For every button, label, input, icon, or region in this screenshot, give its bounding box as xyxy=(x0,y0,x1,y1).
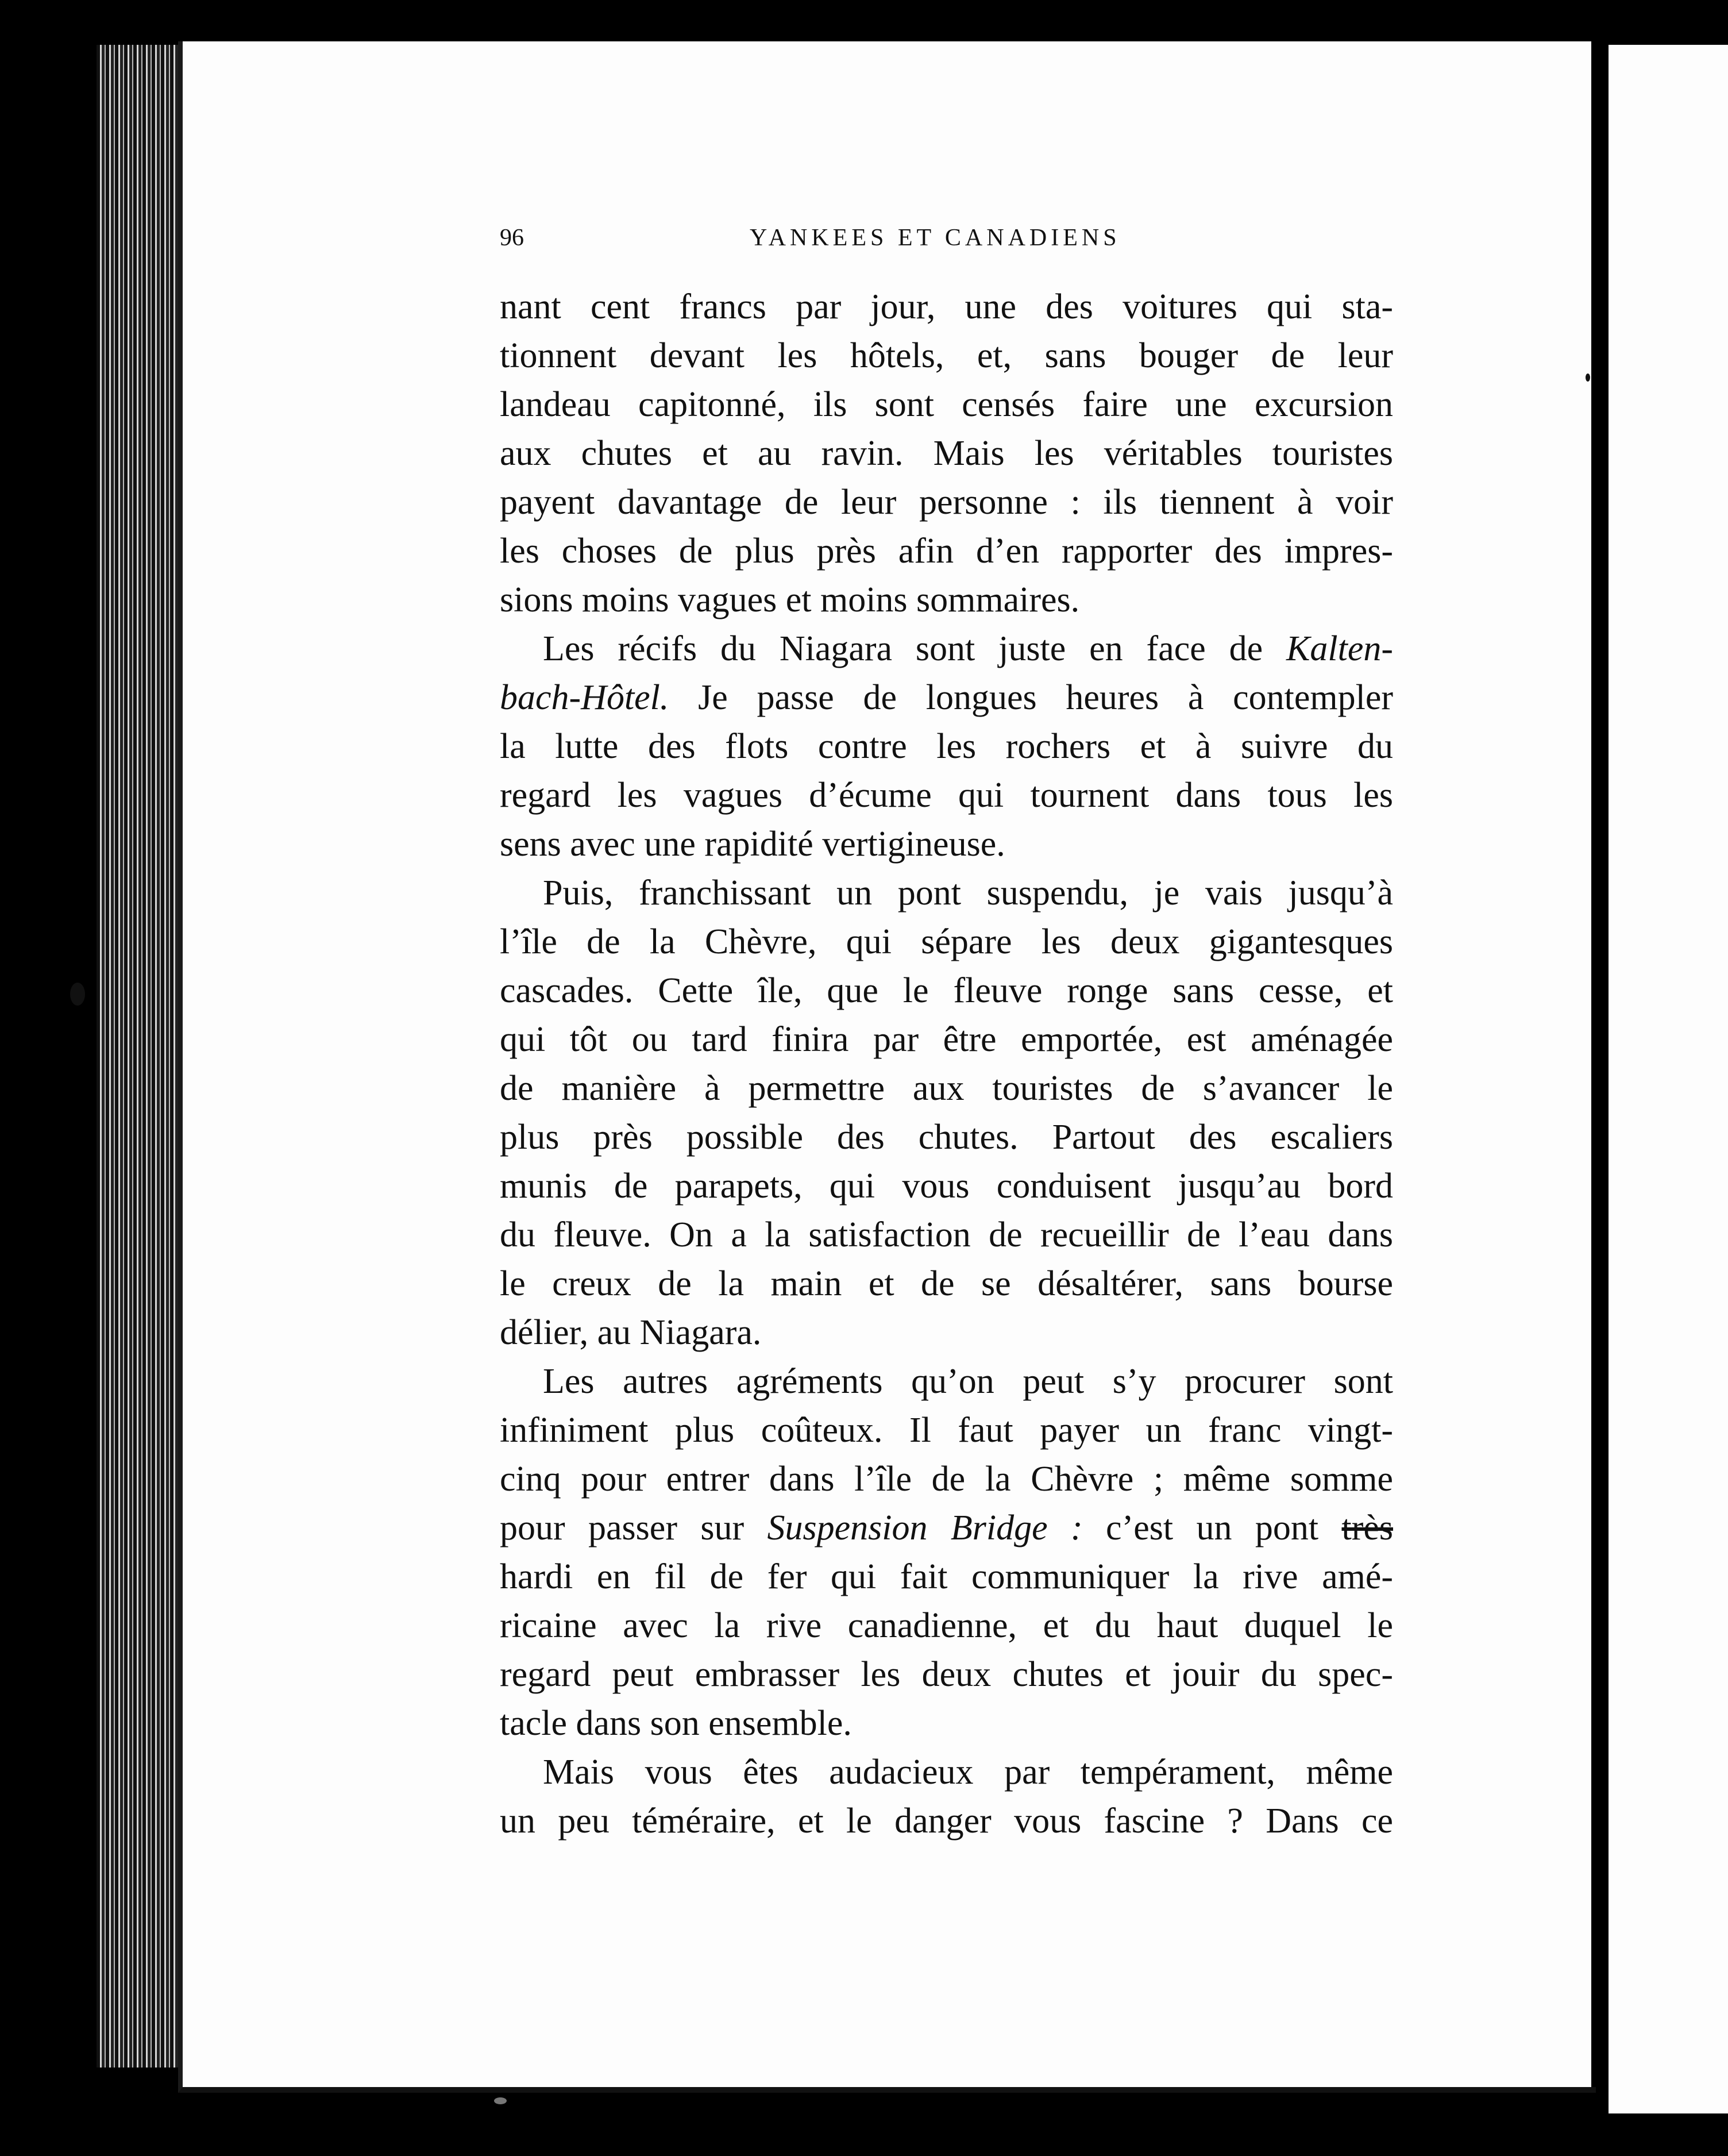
text-line xyxy=(500,1601,1393,1650)
text-span: plus près possible des chutes. Partout des escaliers xyxy=(500,1118,1393,1157)
text-span: Puis, franchissant un pont suspendu, je vais jusqu’à xyxy=(543,873,1393,913)
text-span-italic: bach-Hôtel. xyxy=(500,678,669,717)
text-span: Je passe de longues heures à contempler xyxy=(669,678,1393,717)
text-span: hardi en fil de fer qui fait communiquer la rive amé- xyxy=(500,1557,1393,1596)
text-line xyxy=(500,1308,1393,1357)
text-line xyxy=(500,1113,1393,1162)
text-span: Les récifs du Niagara sont juste en face de xyxy=(543,629,1287,668)
text-line xyxy=(500,673,1393,722)
text-line xyxy=(500,869,1393,918)
facing-page-edge xyxy=(1609,45,1728,2113)
text-span: infiniment plus coûteux. Il faut payer un franc vingt- xyxy=(500,1411,1393,1450)
text-span: regard peut embrasser les deux chutes et jouir du spec- xyxy=(500,1655,1393,1694)
text-span-struck: très xyxy=(1341,1508,1393,1547)
text-line xyxy=(500,1211,1393,1260)
text-line xyxy=(500,1699,1393,1748)
text-span: nant cent francs par jour, une des voitures qui sta- xyxy=(500,287,1393,326)
text-line xyxy=(500,1504,1393,1553)
text-line xyxy=(500,722,1393,771)
text-span: ricaine avec la rive canadienne, et du haut duquel le xyxy=(500,1606,1393,1645)
scan-speck xyxy=(70,983,85,1006)
text-span: aux chutes et au ravin. Mais les véritables touristes xyxy=(500,434,1393,473)
text-span-italic: Suspension Bridge : xyxy=(767,1508,1083,1547)
text-line xyxy=(500,1748,1393,1797)
text-line xyxy=(500,527,1393,576)
text-line xyxy=(500,820,1393,869)
book-page-edges xyxy=(97,45,188,2068)
text-span: cascades. Cette île, que le fleuve ronge sans cesse, et xyxy=(500,971,1393,1010)
text-line xyxy=(500,1064,1393,1113)
text-line xyxy=(500,1015,1393,1064)
running-title: YANKEES ET CANADIENS xyxy=(750,225,1121,251)
text-line xyxy=(500,967,1393,1015)
text-span: landeau capitonné, ils sont censés faire une excursion xyxy=(500,385,1393,424)
text-span: tacle dans son ensemble. xyxy=(500,1704,852,1743)
text-line xyxy=(500,771,1393,820)
page-number: 96 xyxy=(500,225,524,251)
text-line xyxy=(500,332,1393,380)
text-span: qui tôt ou tard finira par être emportée, est aménagée xyxy=(500,1020,1393,1059)
text-line xyxy=(500,1162,1393,1211)
body-text xyxy=(500,283,1393,1846)
text-span: du fleuve. On a la satisfaction de recueillir de l’eau dans xyxy=(500,1215,1393,1254)
text-line xyxy=(500,576,1393,625)
text-span: cinq pour entrer dans l’île de la Chèvre ; même somme xyxy=(500,1460,1393,1499)
text-span: Les autres agréments qu’on peut s’y procurer sont xyxy=(543,1362,1393,1401)
text-span-italic: Kalten- xyxy=(1286,629,1393,668)
text-line xyxy=(500,1797,1393,1846)
text-span: un peu téméraire, et le danger vous fascine ? Dans ce xyxy=(500,1801,1393,1841)
text-span: sions moins vagues et moins sommaires. xyxy=(500,580,1080,619)
text-span: délier, au Niagara. xyxy=(500,1313,762,1352)
text-line xyxy=(500,478,1393,527)
text-line xyxy=(500,625,1393,673)
text-line xyxy=(500,429,1393,478)
text-span: de manière à permettre aux touristes de s’avancer le xyxy=(500,1069,1393,1108)
text-span: les choses de plus près afin d’en rapporter des impres- xyxy=(500,532,1393,571)
text-line xyxy=(500,918,1393,967)
scan-speck xyxy=(1586,374,1590,382)
text-line xyxy=(500,1650,1393,1699)
text-line xyxy=(500,1553,1393,1601)
text-span: tionnent devant les hôtels, et, sans bouger de leur xyxy=(500,336,1393,375)
text-span: Mais vous êtes audacieux par tempérament, même xyxy=(543,1753,1393,1792)
text-span: payent davantage de leur personne : ils tiennent à voir xyxy=(500,483,1393,522)
text-span: le creux de la main et de se désaltérer, sans bourse xyxy=(500,1264,1393,1303)
scan-speck xyxy=(494,2097,507,2104)
text-line xyxy=(500,1406,1393,1455)
text-span: la lutte des flots contre les rochers et à suivre du xyxy=(500,727,1393,766)
text-span: sens avec une rapidité vertigineuse. xyxy=(500,825,1005,864)
running-head xyxy=(500,224,1723,259)
text-span: munis de parapets, qui vous conduisent jusqu’au bord xyxy=(500,1166,1393,1206)
text-span: c’est un pont xyxy=(1082,1508,1342,1547)
text-line xyxy=(500,283,1393,332)
text-span: pour passer sur xyxy=(500,1508,767,1547)
text-line xyxy=(500,1357,1393,1406)
text-span: regard les vagues d’écume qui tournent dans tous les xyxy=(500,776,1393,815)
page-gutter-shadow xyxy=(1591,41,1609,2087)
text-line xyxy=(500,1455,1393,1504)
text-span: l’île de la Chèvre, qui sépare les deux gigantesques xyxy=(500,922,1393,961)
text-line xyxy=(500,380,1393,429)
text-line xyxy=(500,1260,1393,1308)
